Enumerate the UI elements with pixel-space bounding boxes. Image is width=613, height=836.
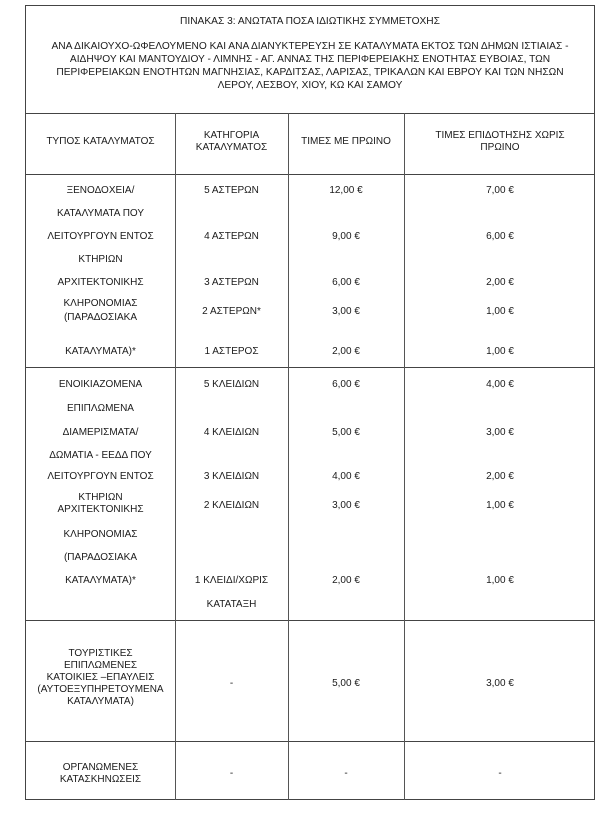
divider <box>26 620 594 621</box>
type-line: ΛΕΙΤΟΥΡΓΟΥΝ ΕΝΤΟΣ <box>47 231 154 242</box>
divider <box>26 741 594 742</box>
price-with-breakfast: 5,00 € <box>332 427 360 438</box>
column-divider <box>288 113 289 800</box>
price-without-breakfast: - <box>498 768 502 779</box>
header-category: ΚΑΤΑΛΥΜΑΤΟΣ <box>195 142 268 153</box>
divider <box>26 367 594 368</box>
category-cell: - <box>229 768 234 779</box>
type-line: (ΠΑΡΑΔΟΣΙΑΚΑ <box>63 312 138 323</box>
price-without-breakfast: 2,00 € <box>486 277 514 288</box>
category-cell: 5 ΚΛΕΙΔΙΩΝ <box>203 379 260 390</box>
price-without-breakfast: 4,00 € <box>486 379 514 390</box>
price-with-breakfast: 3,00 € <box>332 306 360 317</box>
header-without-breakfast: ΠΡΩΙΝΟ <box>480 142 520 153</box>
price-without-breakfast: 1,00 € <box>486 346 514 357</box>
header-category: ΚΑΤΗΓΟΡΙΑ <box>203 130 260 141</box>
category-cell: 4 ΑΣΤΕΡΩΝ <box>204 231 259 242</box>
price-with-breakfast: 2,00 € <box>332 575 360 586</box>
type-line: ΞΕΝΟΔΟΧΕΙΑ/ <box>66 185 135 196</box>
price-without-breakfast: 1,00 € <box>486 575 514 586</box>
price-without-breakfast: 7,00 € <box>486 185 514 196</box>
category-cell: 1 ΑΣΤΕΡΟΣ <box>204 346 259 357</box>
price-without-breakfast: 3,00 € <box>486 678 514 689</box>
type-line: ΕΠΙΠΛΩΜΕΝΕΣ <box>63 660 138 671</box>
type-line: ΕΝΟΙΚΙΑΖΟΜΕΝΑ <box>58 379 143 390</box>
divider <box>26 174 594 175</box>
type-line: ΚΑΤΑΛΥΜΑΤΑ)* <box>65 575 136 586</box>
category-cell: - <box>229 678 234 689</box>
type-line: (ΑΥΤΟΕΞΥΠΗΡΕΤΟΥΜΕΝΑ <box>37 684 164 695</box>
price-without-breakfast: 3,00 € <box>486 427 514 438</box>
category-cell: 2 ΑΣΤΕΡΩΝ* <box>202 306 261 317</box>
type-line: ΚΑΤΑΛΥΜΑΤΑ ΠΟΥ <box>56 208 145 219</box>
price-without-breakfast: 1,00 € <box>486 306 514 317</box>
type-line: ΚΛΗΡΟΝΟΜΙΑΣ <box>63 529 138 540</box>
subsidy-table <box>25 5 595 800</box>
table-title: ΠΙΝΑΚΑΣ 3: ΑΝΩΤΑΤΑ ΠΟΣΑ ΙΔΙΩΤΙΚΗΣ ΣΥΜΜΕΤΟΧΗΣ <box>180 16 440 27</box>
table-description-line: ΠΕΡΙΦΕΡΕΙΑΚΩΝ ΕΝΟΤΗΤΩΝ ΜΑΓΝΗΣΙΑΣ, ΚΑΡΔΙΤΣΑΣ, ΛΑΡΙΣΑΣ, ΤΡΙΚΑΛΩΝ ΚΑΙ ΕΒΡΟΥ ΚΑΙ ΤΩΝ ΝΗΣΩΝ <box>56 67 564 78</box>
type-line: ΔΙΑΜΕΡΙΣΜΑΤΑ/ <box>62 427 139 438</box>
type-line: ΚΑΤΑΛΥΜΑΤΑ) <box>67 696 134 707</box>
type-line: ΚΑΤΑΣΚΗΝΩΣΕΙΣ <box>59 774 142 785</box>
category-cell: 4 ΚΛΕΙΔΙΩΝ <box>203 427 260 438</box>
table-description-line: ΑΙΔΗΨΟΥ ΚΑΙ ΜΑΝΤΟΥΔΙΟΥ - ΛΙΜΝΗΣ - ΑΓ. ΑΝΝΑΣ ΤΗΣ ΠΕΡΙΦΕΡΕΙΑΚΗΣ ΕΝΟΤΗΤΑΣ ΕΥΒΟΙΑΣ, ΤΩΝ <box>69 54 551 65</box>
column-divider <box>404 113 405 800</box>
category-cell: ΚΑΤΑΤΑΞΗ <box>206 599 257 610</box>
category-cell: 2 ΚΛΕΙΔΙΩΝ <box>203 500 260 511</box>
type-line: ΚΤΗΡΙΩΝ <box>78 492 123 503</box>
price-without-breakfast: 1,00 € <box>486 500 514 511</box>
category-cell: 5 ΑΣΤΕΡΩΝ <box>204 185 259 196</box>
price-with-breakfast: 5,00 € <box>332 678 360 689</box>
type-line: ΚΑΤΟΙΚΙΕΣ –ΕΠΑΥΛΕΙΣ <box>46 672 155 683</box>
price-with-breakfast: 6,00 € <box>332 379 360 390</box>
type-line: ΑΡΧΙΤΕΚΤΟΝΙΚΗΣ <box>57 277 144 288</box>
price-without-breakfast: 6,00 € <box>486 231 514 242</box>
type-line: ΑΡΧΙΤΕΚΤΟΝΙΚΗΣ <box>57 504 144 515</box>
header-type: ΤΥΠΟΣ ΚΑΤΑΛΥΜΑΤΟΣ <box>46 136 155 147</box>
price-with-breakfast: 2,00 € <box>332 346 360 357</box>
header-with-breakfast: ΤΙΜΕΣ ΜΕ ΠΡΩΙΝΟ <box>301 136 391 147</box>
column-divider <box>175 113 176 800</box>
price-with-breakfast: 12,00 € <box>329 185 363 196</box>
price-with-breakfast: 4,00 € <box>332 471 360 482</box>
divider <box>26 113 594 114</box>
category-cell: 3 ΑΣΤΕΡΩΝ <box>204 277 259 288</box>
table-description-line: ΑΝΑ ΔΙΚΑΙΟΥΧΟ-ΩΦΕΛΟΥΜΕΝΟ ΚΑΙ ΑΝΑ ΔΙΑΝΥΚΤΕΡΕΥΣΗ ΣΕ ΚΑΤΑΛΥΜΑΤΑ ΕΚΤΟΣ ΤΩΝ ΔΗΜΩΝ ΙΣΤΙΑΙΑΣ - <box>51 41 569 52</box>
category-cell: 1 ΚΛΕΙΔΙ/ΧΩΡΙΣ <box>194 575 269 586</box>
price-with-breakfast: 3,00 € <box>332 500 360 511</box>
type-line: ΤΟΥΡΙΣΤΙΚΕΣ <box>68 648 133 659</box>
type-line: ΛΕΙΤΟΥΡΓΟΥΝ ΕΝΤΟΣ <box>47 471 154 482</box>
type-line: ΔΩΜΑΤΙΑ - ΕΕΔΔ ΠΟΥ <box>49 450 152 461</box>
type-line: (ΠΑΡΑΔΟΣΙΑΚΑ <box>63 552 138 563</box>
type-line: ΚΤΗΡΙΩΝ <box>78 254 123 265</box>
price-with-breakfast: 6,00 € <box>332 277 360 288</box>
price-without-breakfast: 2,00 € <box>486 471 514 482</box>
header-without-breakfast: ΤΙΜΕΣ ΕΠΙΔΟΤΗΣΗΣ ΧΩΡΙΣ <box>435 130 565 141</box>
table-description-line: ΛΕΡΟΥ, ΛΕΣΒΟΥ, ΧΙΟΥ, ΚΩ ΚΑΙ ΣΑΜΟΥ <box>217 80 403 91</box>
category-cell: 3 ΚΛΕΙΔΙΩΝ <box>203 471 260 482</box>
price-with-breakfast: 9,00 € <box>332 231 360 242</box>
type-line: ΕΠΙΠΛΩΜΕΝΑ <box>67 403 134 414</box>
type-line: ΚΑΤΑΛΥΜΑΤΑ)* <box>65 346 136 357</box>
type-line: ΚΛΗΡΟΝΟΜΙΑΣ <box>63 298 138 309</box>
type-line: ΟΡΓΑΝΩΜΕΝΕΣ <box>62 762 139 773</box>
price-with-breakfast: - <box>344 768 348 779</box>
